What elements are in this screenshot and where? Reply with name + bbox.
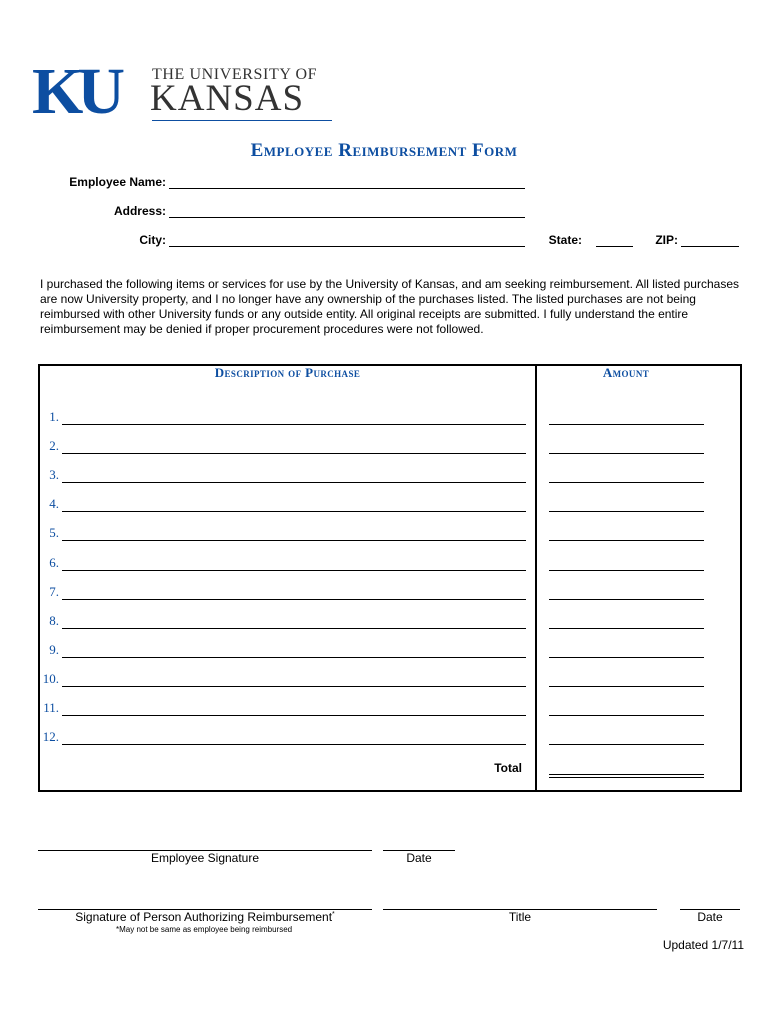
zip-label: ZIP: [655,233,678,247]
amount-line[interactable] [549,570,704,571]
address-label: Address: [113,204,166,218]
description-line[interactable] [62,628,526,629]
employee-name-field[interactable] [169,188,525,189]
purchase-table [38,364,742,792]
zip-field[interactable] [681,246,739,247]
amount-line[interactable] [549,511,704,512]
row-number: 6. [49,555,59,570]
description-line[interactable] [62,511,526,512]
description-line[interactable] [62,540,526,541]
description-line[interactable] [62,424,526,425]
state-field[interactable] [596,246,633,247]
row-number: 11. [43,700,59,715]
description-line[interactable] [62,686,526,687]
university-name-line: THE UNIVERSITY OF [152,66,318,83]
amount-line[interactable] [549,599,704,600]
state-label: State: [548,233,582,247]
total-amount-line-top[interactable] [549,774,704,775]
amount-line[interactable] [549,686,704,687]
signature-footnote: *May not be same as employee being reimbursed [116,925,293,934]
amount-line[interactable] [549,482,704,483]
amount-line[interactable] [549,744,704,745]
employee-date-label: Date [406,851,432,865]
amount-line[interactable] [549,715,704,716]
description-line[interactable] [62,657,526,658]
employee-signature-label: Employee Signature [150,851,260,865]
description-line[interactable] [62,570,526,571]
row-number: 12. [42,729,59,744]
updated-date: Updated 1/7/11 [662,938,744,952]
ku-logo-mark: KU [32,55,119,128]
amount-line[interactable] [549,424,704,425]
amount-line[interactable] [549,453,704,454]
certification-statement: I purchased the following items or services for use by the University of Kansas, and am seeking reimbursement. All listed purchases are now University property, and I no longer have any ownership of the purchases listed. The listed purchases are not being reimbursed with other University funds or any outside entity. All original receipts are submitted. I fully understand the entire reimbursement may be denied if proper procurement procedures were not followed. [40,277,739,336]
amount-line[interactable] [549,628,704,629]
description-line[interactable] [62,599,526,600]
amount-column-header: Amount [602,365,650,380]
table-column-divider [535,364,537,792]
description-line[interactable] [62,453,526,454]
authorizer-title-label: Title [508,910,532,924]
row-number: 8. [49,613,59,628]
authorizer-signature-label: Signature of Person Authorizing Reimbursement* [75,910,335,924]
row-number: 9. [49,642,59,657]
row-number: 4. [49,496,59,511]
row-number: 5. [49,525,59,540]
form-title: Employee Reimbursement Form [250,140,518,161]
description-line[interactable] [62,715,526,716]
authorizer-date-label: Date [697,910,723,924]
city-field[interactable] [169,246,525,247]
logo-underline [152,120,332,121]
description-line[interactable] [62,482,526,483]
row-number: 3. [49,467,59,482]
amount-line[interactable] [549,540,704,541]
row-number: 1. [49,409,59,424]
description-line[interactable] [62,744,526,745]
description-column-header: Description of Purchase [214,365,361,380]
total-amount-line-bottom [549,777,704,778]
employee-name-label: Employee Name: [69,175,166,189]
city-label: City: [139,233,166,247]
amount-line[interactable] [549,657,704,658]
row-number: 7. [49,584,59,599]
row-number: 10. [42,671,59,686]
address-field[interactable] [169,217,525,218]
total-label: Total [494,761,522,775]
row-number: 2. [49,438,59,453]
kansas-wordmark: KANSAS [150,78,305,119]
